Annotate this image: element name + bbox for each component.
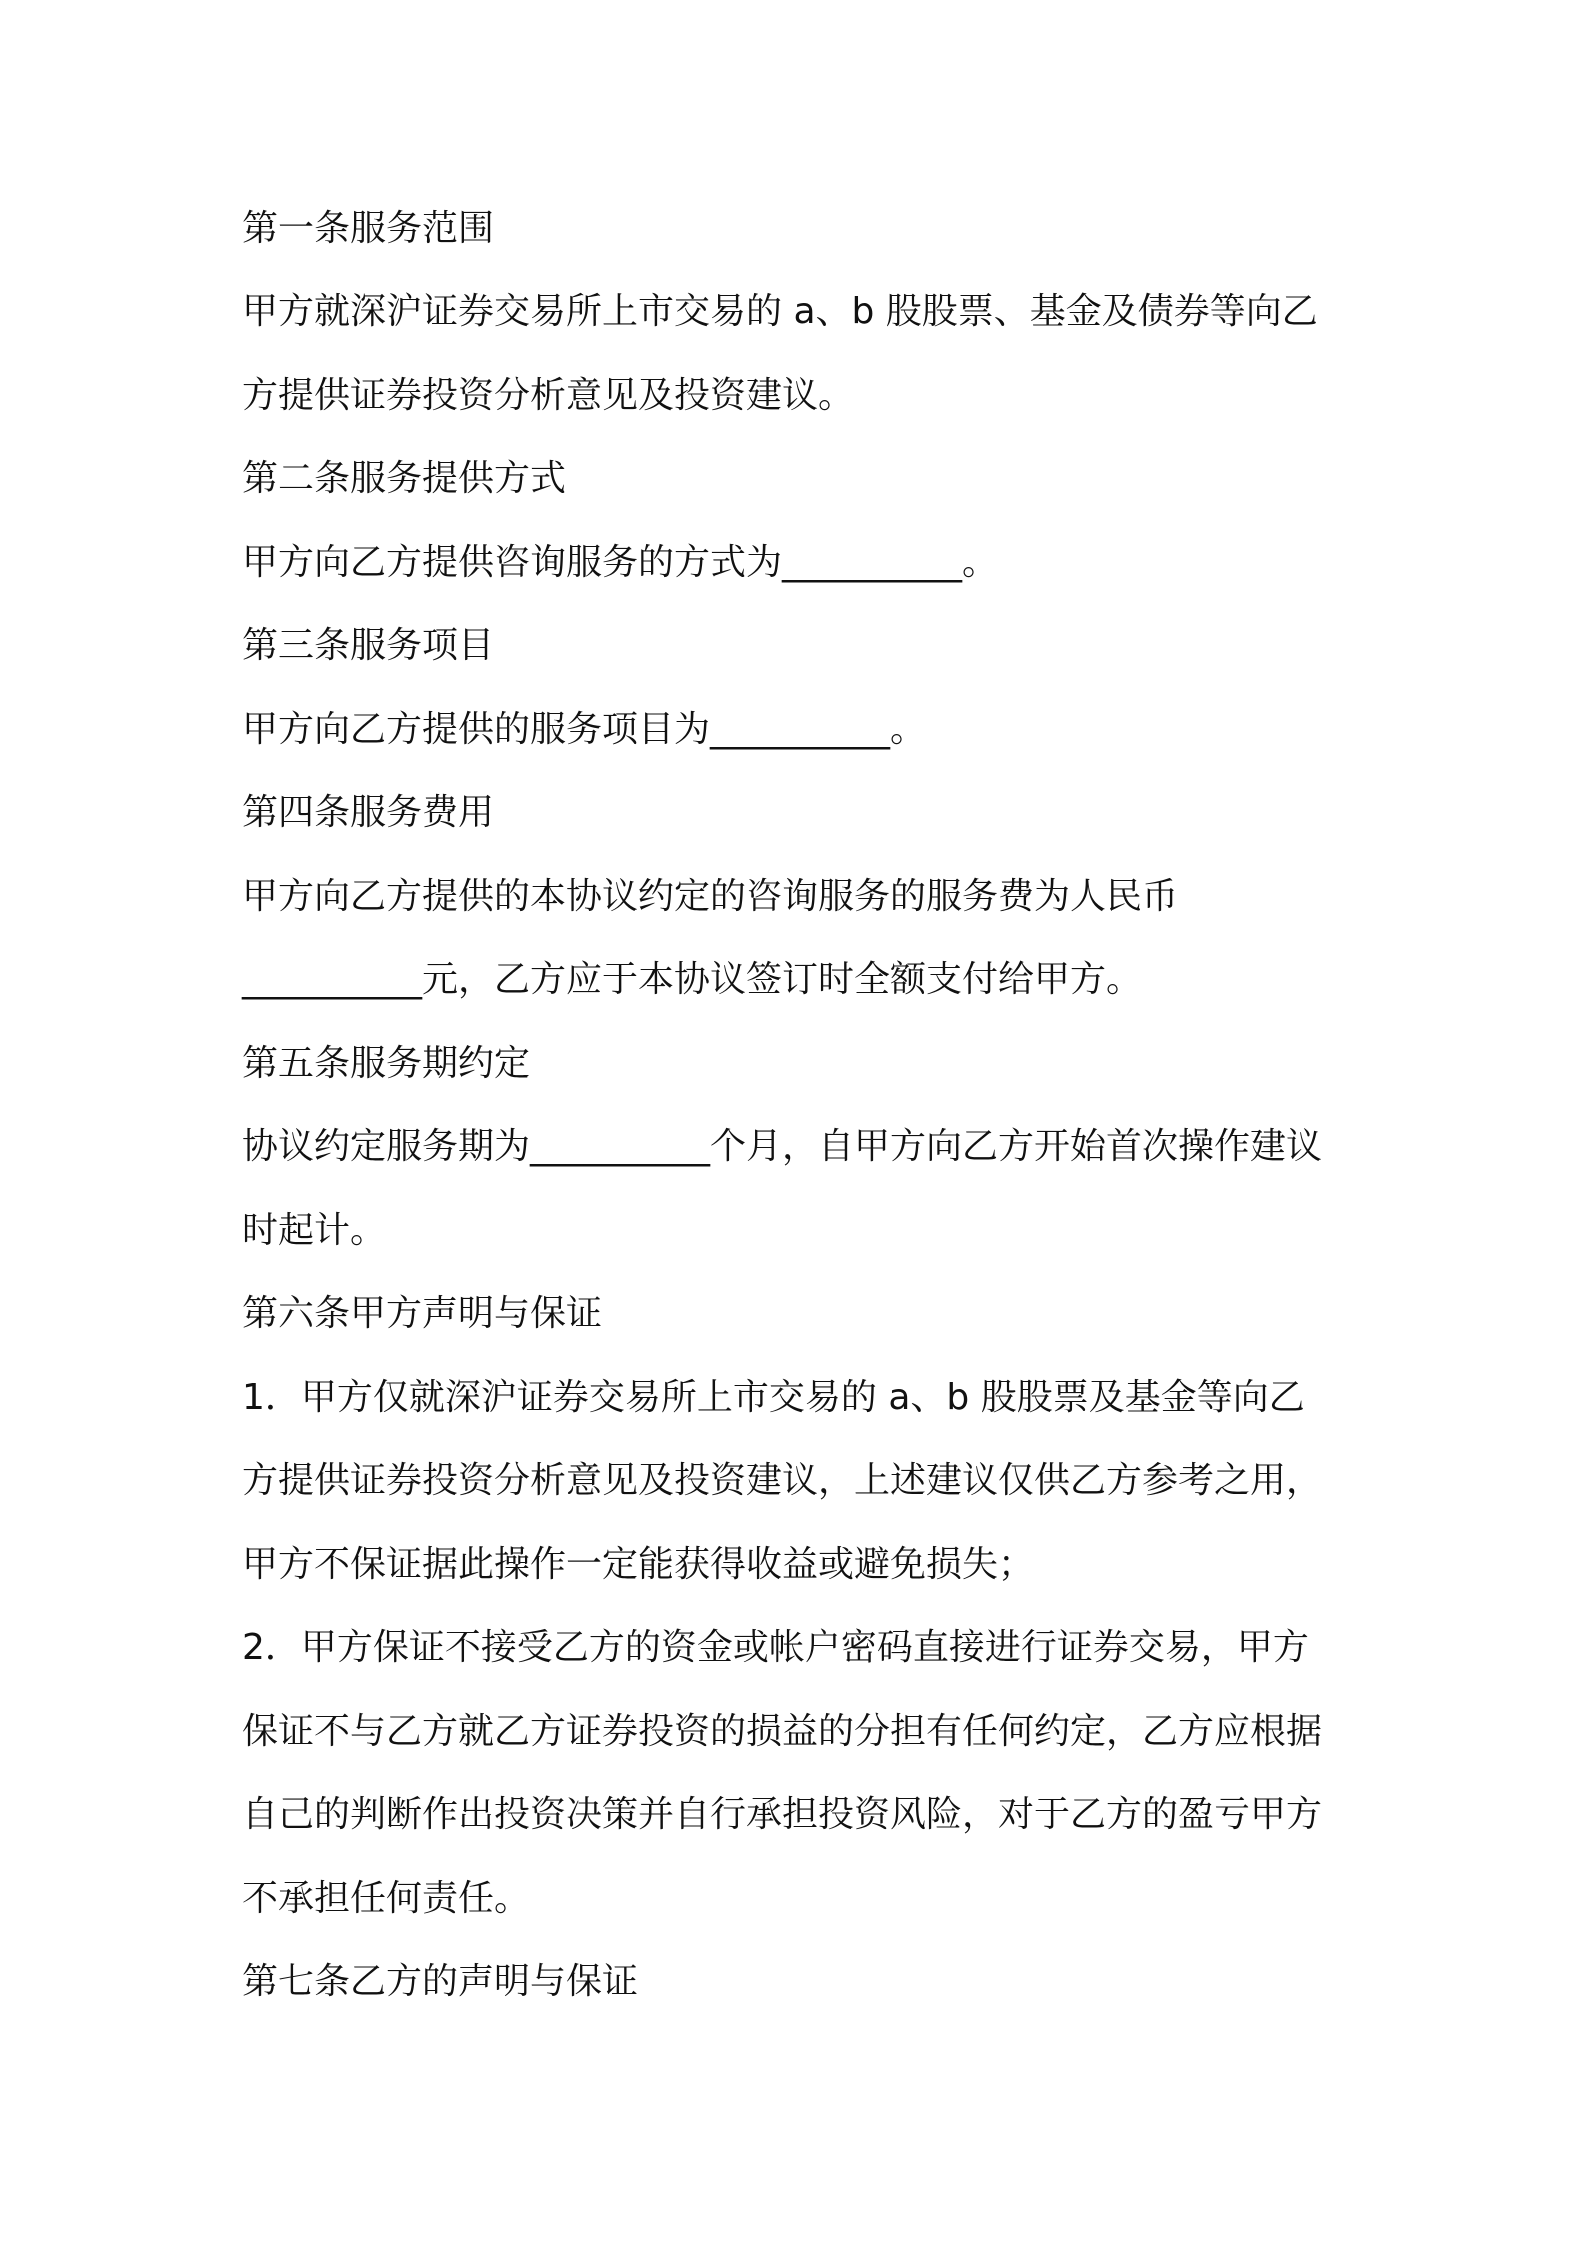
article-6-item-2-line-3: 自己的判断作出投资决策并自行承担投资风险，对于乙方的盈亏甲方 [242,1794,1323,1835]
article-4-heading: 第四条服务费用 [242,792,495,833]
article-4-text-line-1: 甲方向乙方提供的本协议约定的咨询服务的服务费为人民币 [242,876,1179,917]
article-1-heading: 第一条服务范围 [242,208,495,249]
article-6-item-1-line-2: 方提供证券投资分析意见及投资建议，上述建议仅供乙方参考之用， [242,1460,1323,1501]
article-6-item-1-line-1: 1．甲方仅就深沪证券交易所上市交易的 a、b 股股票及基金等向乙 [242,1377,1305,1418]
article-6-item-2-line-1: 2．甲方保证不接受乙方的资金或帐户密码直接进行证券交易，甲方 [242,1627,1309,1668]
article-1-text-line-1: 甲方就深沪证券交易所上市交易的 a、b 股股票、基金及债券等向乙 [242,291,1318,332]
article-2-heading: 第二条服务提供方式 [242,458,567,499]
article-6-item-1-line-3: 甲方不保证据此操作一定能获得收益或避免损失； [242,1544,1035,1585]
article-6-item-2-line-4: 不承担任何责任。 [242,1878,531,1919]
article-2-text: 甲方向乙方提供咨询服务的方式为__________。 [242,542,999,583]
article-3-heading: 第三条服务项目 [242,625,495,666]
article-3-text: 甲方向乙方提供的服务项目为__________。 [242,709,927,750]
article-6-item-2-line-2: 保证不与乙方就乙方证券投资的损益的分担有任何约定，乙方应根据 [242,1711,1323,1752]
article-6-heading: 第六条甲方声明与保证 [242,1293,603,1334]
article-1-text-line-2: 方提供证券投资分析意见及投资建议。 [242,375,855,416]
article-7-heading: 第七条乙方的声明与保证 [242,1961,639,2002]
article-5-text-line-2: 时起计。 [242,1210,387,1251]
article-5-text-line-1: 协议约定服务期为__________个月，自甲方向乙方开始首次操作建议 [242,1126,1323,1167]
article-5-heading: 第五条服务期约定 [242,1043,531,1084]
article-4-text-line-2: __________元，乙方应于本协议签订时全额支付给甲方。 [242,959,1143,1000]
